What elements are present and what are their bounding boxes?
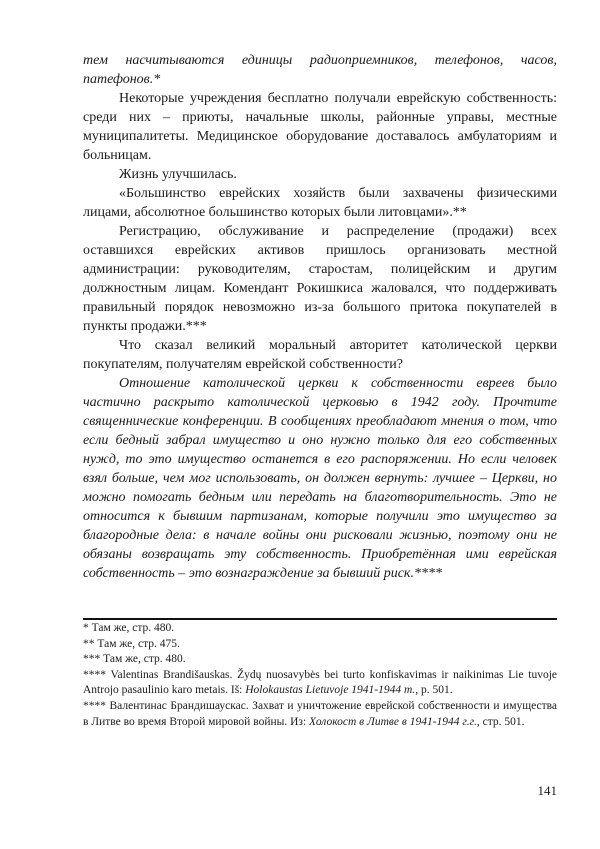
footnote-source-title: Холокост в Литве в 1941-1944 г.г.	[309, 715, 477, 728]
paragraph: Жизнь улучшилась.	[119, 167, 237, 182]
footnote-text: **** Valentinas Brandišauskas. Žydų nuosavybės bei turto konfiskavimas ir naikinimas Lie tuvoje Antrojo pasaulinio karo metais. Iš:	[83, 668, 557, 697]
footnote: *** Там же, стр. 480.	[83, 653, 186, 666]
paragraph: Регистрацию, обслуживание и распределение (продажи) всех оставшихся еврейских активов пришлось организовать местной администрации: руководителям, старостам, полицейским и другим должностным лицам. Комендант Рокишкиса жаловался, что поддерживать правильный порядок невозможно из-за большого притока покупателей в пункты продажи.***	[83, 224, 557, 334]
paragraph-italic-quote: Отношение католической церкви к собственности евреев было частично раскрыто католической церковью в 1942 году. Прочтите священнические конференции. В сообщениях преобладают мнения о том, что если бедный забрал имущество и оно нужно только для его собственных нужд, то это имущество останется в его распоряжении. Но если человек взял больше, чем мог использовать, он должен вернуть: лучшее – Церкви, но можно помогать бедным или передать на благотворительность. Это не относится к бывшим партизанам, которые получили это имущество за благородные дела: в начале войны они рисковали жизнью, поэтому они не обязаны возвращать эту собственность. Приобретённая ими еврейская собственность – это вознаграждение за бывший риск.****	[83, 376, 557, 581]
footnote-separator	[83, 618, 557, 620]
paragraph: Некоторые учреждения бесплатно получали еврейскую собственность: среди них – приюты, начальные школы, районные управы, местные муниципалитеты. Медицинское оборудование доставалось амбулаториям и больницам.	[83, 91, 557, 163]
page-number: 141	[537, 783, 557, 798]
paragraph: Что сказал великий моральный авторитет католической церкви покупателям, получателям еврейской собственности?	[83, 338, 557, 372]
footnote: * Там же, стр. 480.	[83, 622, 175, 634]
footnote-source-title: Holokaustas Lietuvoje 1941-1944 m.	[245, 684, 416, 697]
footnote-text: **** Валентинас Брандишаускас. Захват и уничтожение еврейской собственности и имущества в Литве во время Второй мировой войны. Из:	[83, 699, 557, 728]
paragraph: «Большинство еврейских хозяйств были захвачены физическими лицами, абсолютное большинство которых были литовцами».**	[83, 186, 557, 220]
footnote-text: , p. 501.	[415, 684, 453, 697]
main-text	[83, 51, 557, 583]
footnote: ** Там же, стр. 475.	[83, 637, 180, 650]
footnotes	[83, 621, 557, 730]
footnote	[83, 699, 557, 730]
footnote	[83, 668, 557, 699]
footnote-text: , стр. 501.	[476, 715, 525, 728]
paragraph-quote-end: тем насчитываются единицы радиоприемников, телефонов, часов, патефонов.*	[83, 53, 557, 87]
